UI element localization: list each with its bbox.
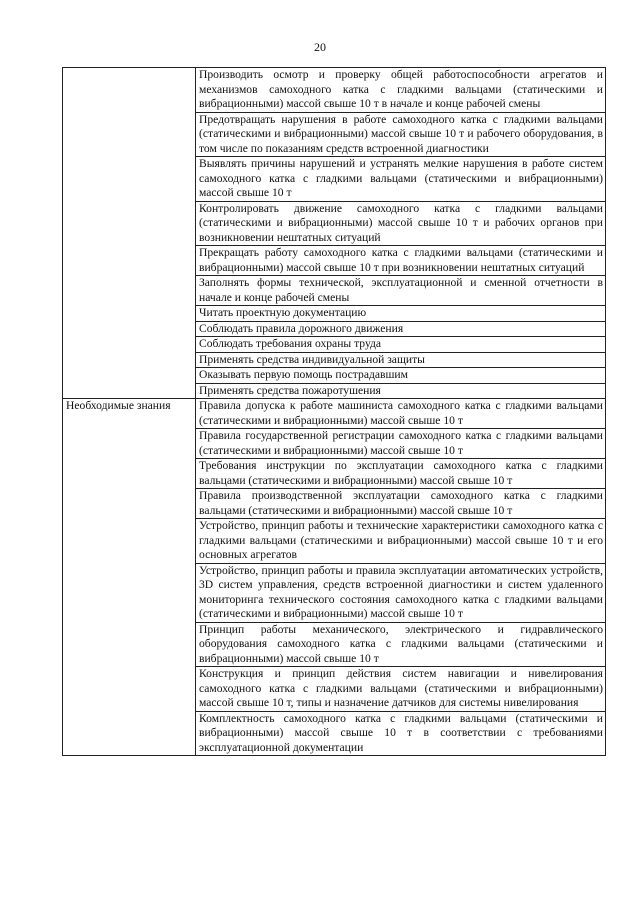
table-cell-text: Заполнять формы технической, эксплуатационной и сменной отчетности в начале и конце рабочей смены — [196, 276, 606, 306]
table-cell-text: Требования инструкции по эксплуатации самоходного катка с гладкими вальцами (статическими и вибрационными) массой свыше 10 т — [196, 459, 606, 489]
table-cell-text: Соблюдать правила дорожного движения — [196, 321, 606, 337]
table-cell-text: Оказывать первую помощь пострадавшим — [196, 368, 606, 384]
table-cell-text: Принцип работы механического, электрического и гидравлического оборудования самоходного катка с гладкими вальцами (статическими и вибрационными) массой свыше 10 т — [196, 622, 606, 667]
table-cell-text: Применять средства индивидуальной защиты — [196, 352, 606, 368]
table-cell-text: Устройство, принцип работы и технические характеристики самоходного катка с гладкими вальцами (статическими и вибрационными) массой свыше 10 т и его основных агрегатов — [196, 519, 606, 564]
table-cell-text: Устройство, принцип работы и правила эксплуатации автоматических устройств, 3D систем управления, средств встроенной диагностики и систем удаленного мониторинга технического состояния самоходного катка с гладкими вальцами (статическими и вибрационными) массой свыше 10 т — [196, 563, 606, 622]
page-number: 20 — [314, 40, 326, 54]
table-cell-text: Предотвращать нарушения в работе самоходного катка с гладкими вальцами (статическими и вибрационными) массой свыше 10 т и рабочего оборудования, в том числе по показаниям средств встроенной диагностики — [196, 112, 606, 157]
table-cell-text: Прекращать работу самоходного катка с гладкими вальцами (статическими и вибрационными) массой свыше 10 т при возникновении нештатных ситуаций — [196, 246, 606, 276]
table-cell-text: Производить осмотр и проверку общей работоспособности агрегатов и механизмов самоходного катка с гладкими вальцами (статическими и вибрационными) массой свыше 10 т в начале и конце рабочей смены — [196, 68, 606, 113]
table-cell-text: Соблюдать требования охраны труда — [196, 337, 606, 353]
table-cell-text: Правила допуска к работе машиниста самоходного катка с гладкими вальцами (статическими и вибрационными) массой свыше 10 т — [196, 399, 606, 429]
table-body — [63, 68, 606, 756]
table-cell-text: Применять средства пожаротушения — [196, 383, 606, 399]
table-cell-text: Конструкция и принцип действия систем навигации и нивелирования самоходного катка с гладкими вальцами (статическими и вибрационными) массой свыше 10 т, типы и назначение датчиков для системы нивелирования — [196, 667, 606, 712]
table-cell-text: Комплектность самоходного катка с гладкими вальцами (статическими и вибрационными) массой свыше 10 т в соответствии с требованиями эксплуатационной документации — [196, 711, 606, 756]
table-row — [63, 399, 606, 429]
requirements-table — [62, 67, 606, 756]
section-label-empty — [63, 68, 196, 399]
table-cell-text: Правила производственной эксплуатации самоходного катка с гладкими вальцами (статическими и вибрационными) массой свыше 10 т — [196, 489, 606, 519]
table-cell-text: Читать проектную документацию — [196, 306, 606, 322]
table-cell-text: Контролировать движение самоходного катка с гладкими вальцами (статическими и вибрационными) массой свыше 10 т и рабочих органов при возникновении нештатных ситуаций — [196, 201, 606, 246]
table-row — [63, 68, 606, 113]
table-cell-text: Выявлять причины нарушений и устранять мелкие нарушения в работе систем самоходного катка с гладкими вальцами (статическими и вибрационными) массой свыше 10 т — [196, 157, 606, 202]
table-cell-text: Правила государственной регистрации самоходного катка с гладкими вальцами (статическими и вибрационными) массой свыше 10 т — [196, 429, 606, 459]
section-label: Необходимые знания — [63, 399, 196, 756]
